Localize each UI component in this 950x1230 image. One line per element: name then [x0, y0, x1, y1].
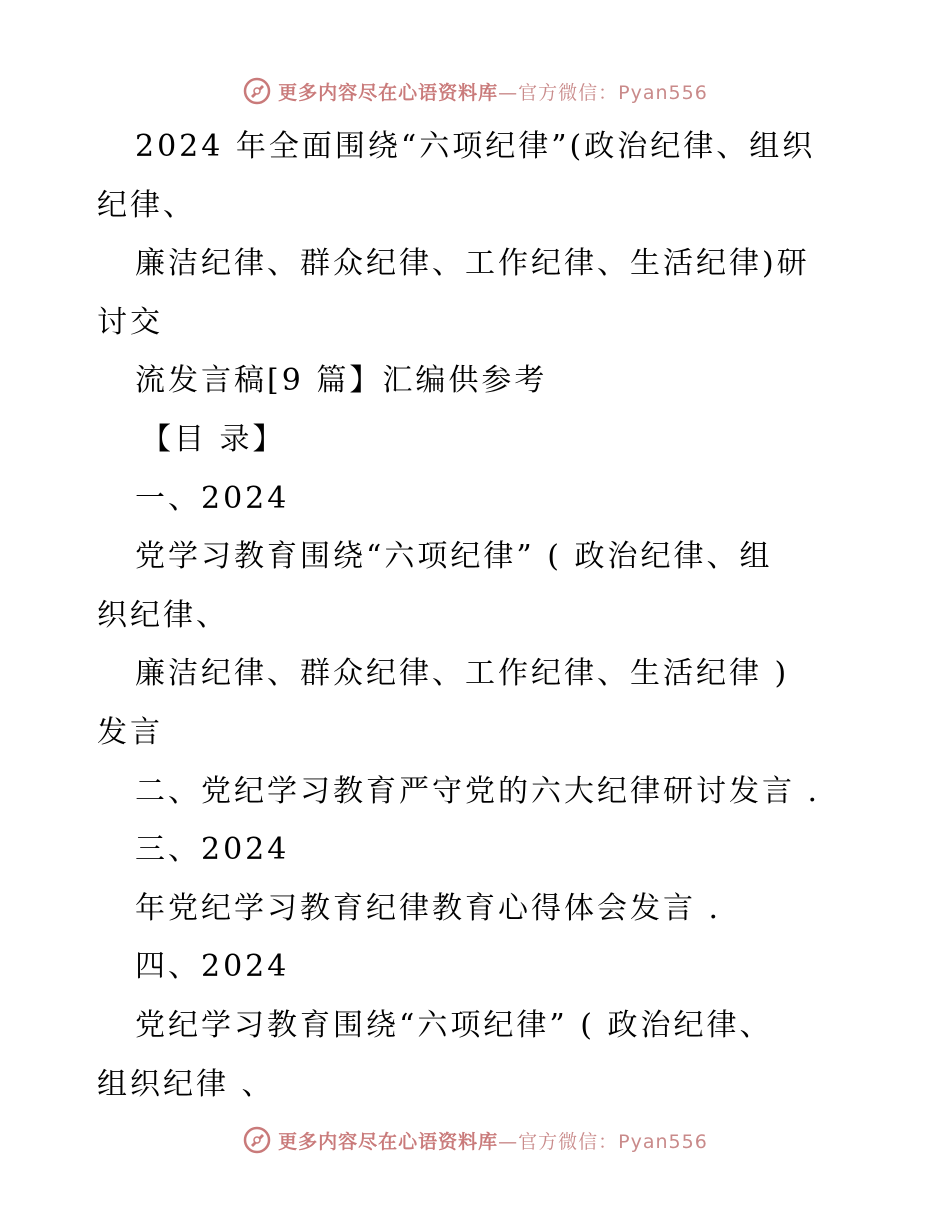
watermark-sub: 官方微信：Pyan556	[518, 1130, 708, 1153]
watermark-text	[278, 1127, 708, 1154]
watermark-dash: —	[498, 81, 519, 104]
watermark-dash: —	[498, 1130, 519, 1153]
toc-heading: 【目 录】	[141, 421, 286, 457]
toc-item-4-number: 四、2024	[135, 949, 290, 985]
title-line-1: 2024 年全面围绕“六项纪律”(政治纪律、组织	[135, 129, 816, 164]
title-line-3: 廉洁纪律、群众纪律、工作纪律、生活纪律)研	[135, 246, 810, 282]
toc-item-1-line-4: 发言	[97, 714, 163, 750]
header-watermark	[0, 71, 950, 111]
watermark-sub: 官方微信：Pyan556	[518, 81, 708, 104]
toc-item-3-line-1: 年党纪学习教育纪律教育心得体会发言 .	[135, 890, 722, 926]
seal-logo-icon	[242, 76, 272, 106]
toc-item-1-number: 一、2024	[135, 480, 290, 516]
watermark-main: 更多内容尽在心语资料库	[278, 1130, 499, 1153]
toc-item-1-line-2: 织纪律、	[97, 597, 229, 633]
toc-item-2: 二、党纪学习教育严守党的六大纪律研讨发言 .	[135, 773, 821, 809]
title-line-5: 流发言稿[9 篇】汇编供参考	[135, 363, 548, 399]
toc-item-4-line-1: 党纪学习教育围绕“六项纪律” ( 政治纪律、	[135, 1007, 773, 1043]
watermark-main: 更多内容尽在心语资料库	[278, 81, 499, 104]
seal-logo-icon	[242, 1125, 272, 1155]
toc-item-3-number: 三、2024	[135, 832, 290, 868]
toc-item-1-line-1: 党学习教育围绕“六项纪律” ( 政治纪律、组	[135, 539, 773, 575]
toc-item-4-line-2: 组织纪律 、	[97, 1066, 275, 1102]
title-line-2: 纪律、	[97, 187, 196, 223]
document-body	[97, 118, 857, 1114]
toc-item-1-line-3: 廉洁纪律、群众纪律、工作纪律、生活纪律 )	[135, 656, 790, 692]
footer-watermark	[0, 1120, 950, 1160]
watermark-text	[278, 78, 708, 105]
title-line-4: 讨交	[97, 304, 163, 340]
